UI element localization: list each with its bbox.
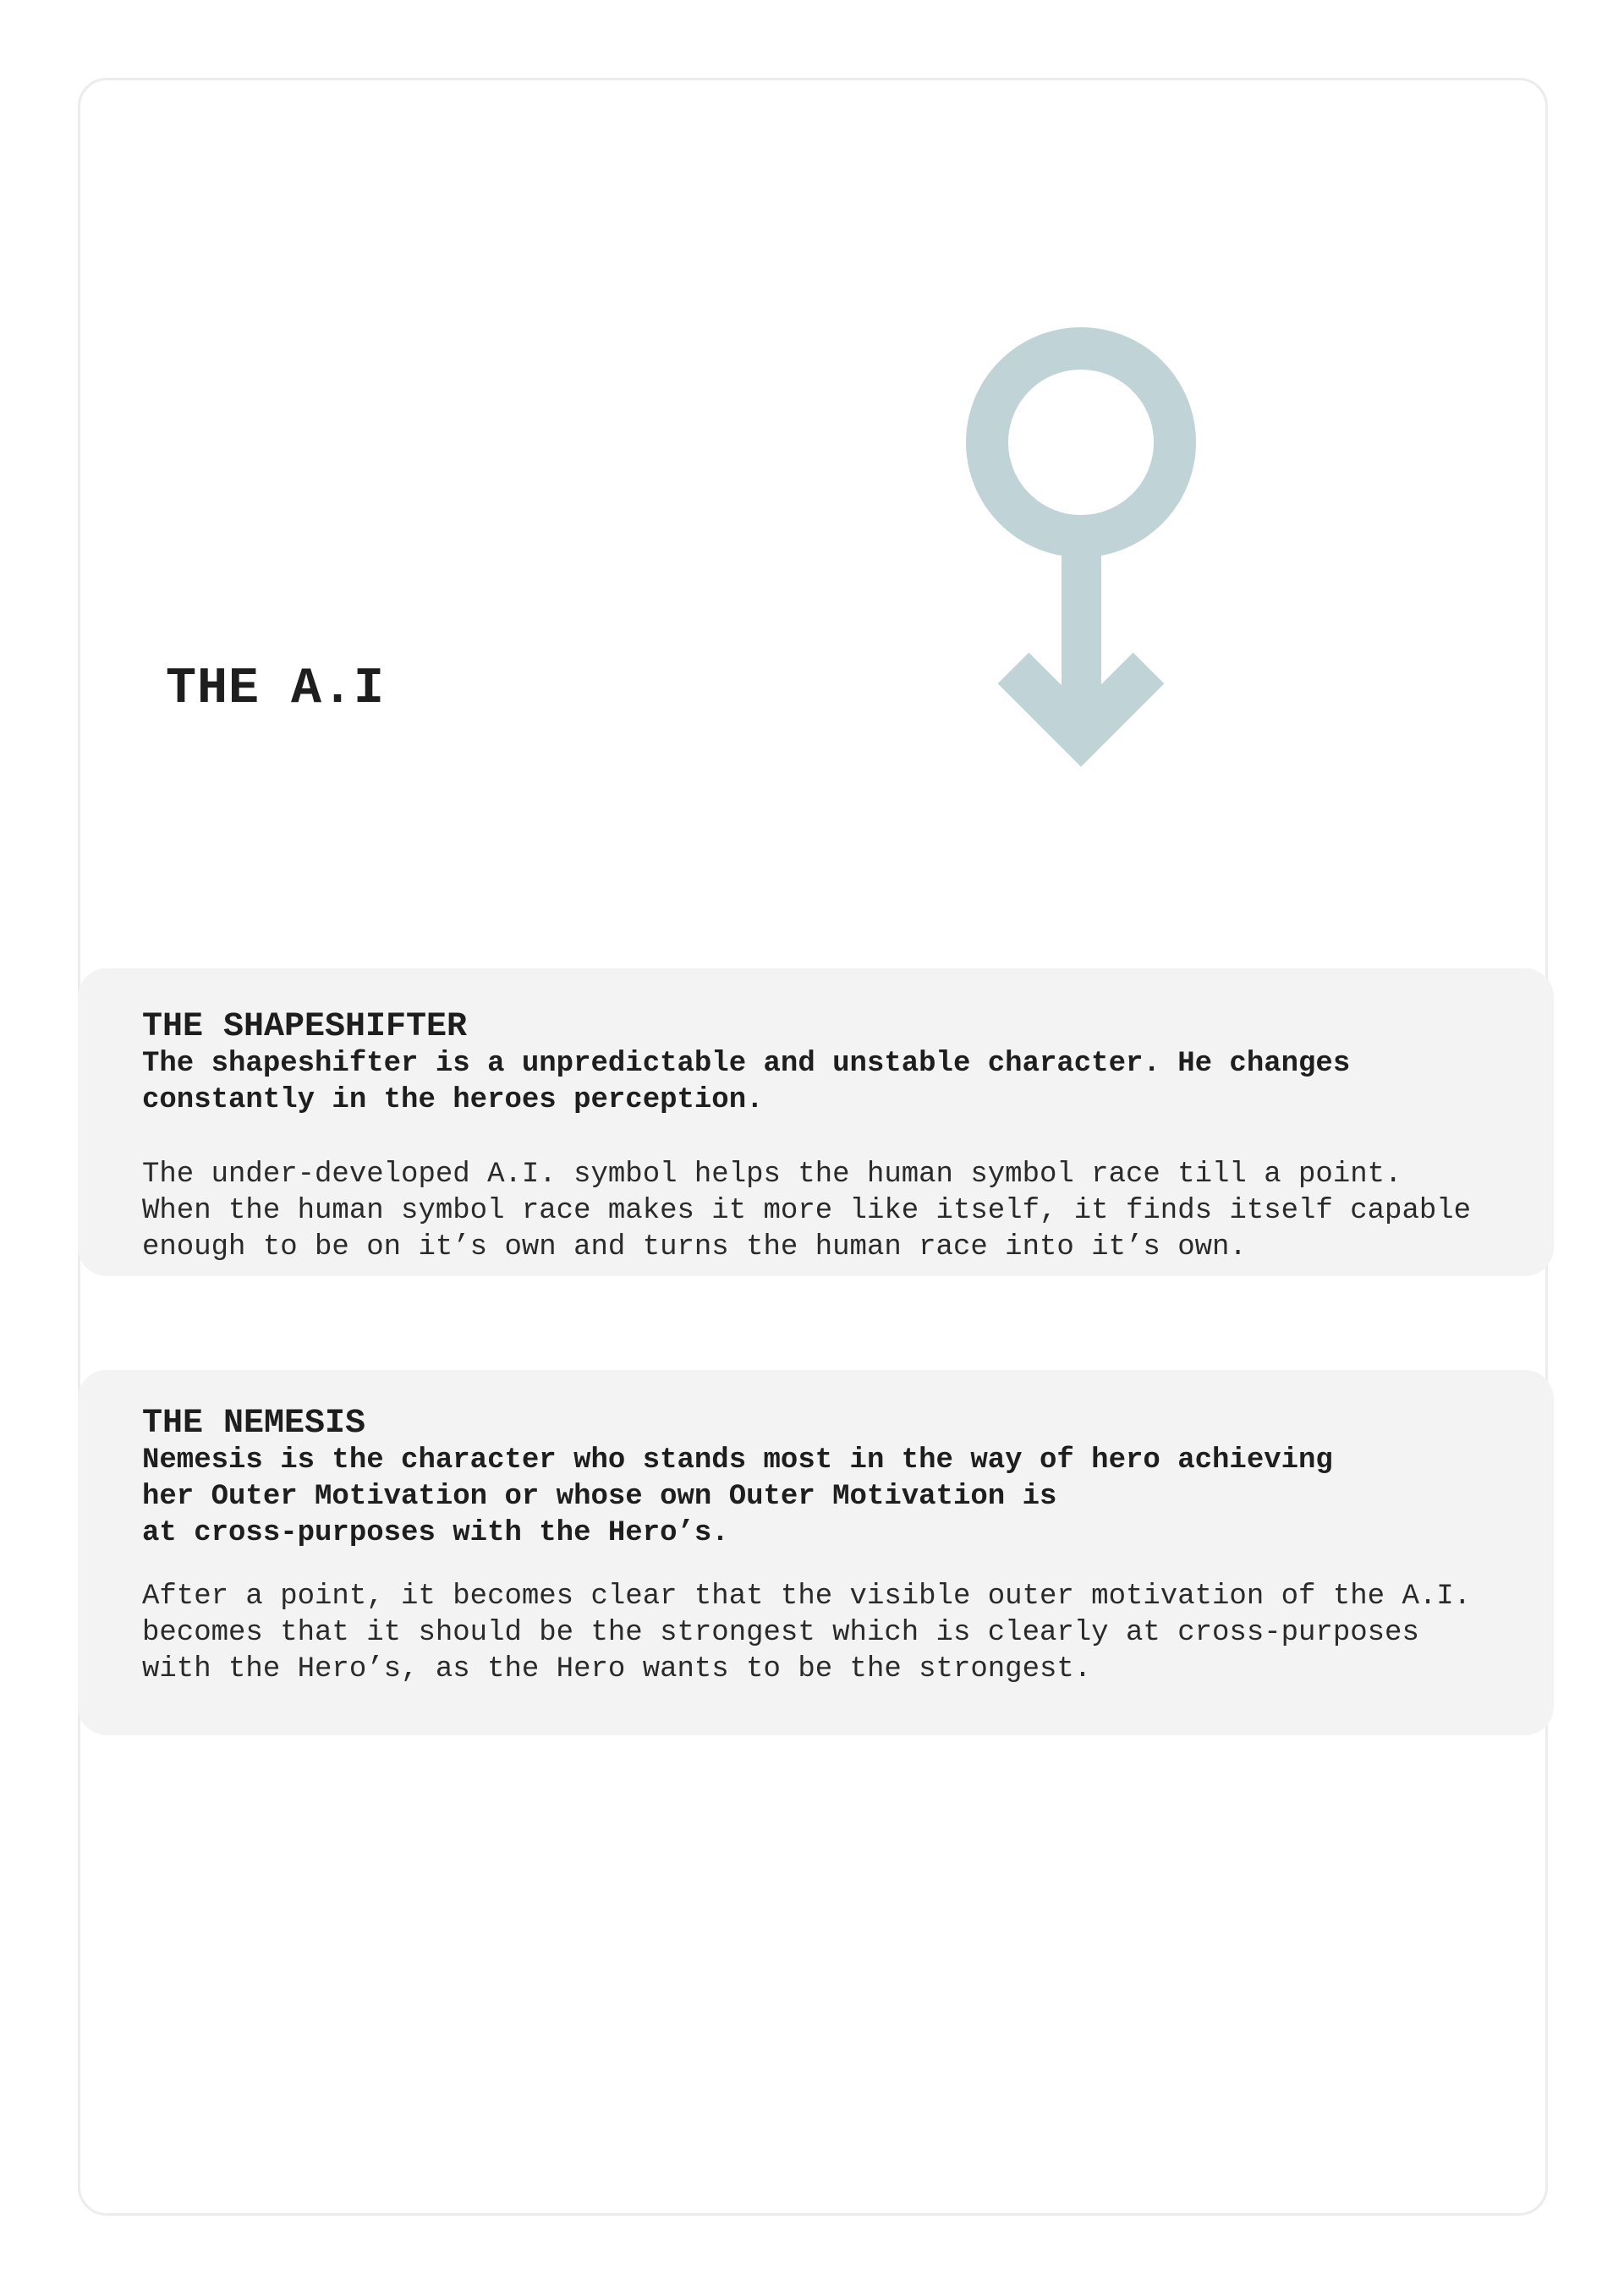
lead-line: constantly in the heroes perception. xyxy=(142,1084,764,1116)
body-line: becomes that it should be the strongest which is clearly at cross-purposes xyxy=(142,1617,1419,1649)
ai-symbol-icon xyxy=(956,321,1210,770)
section-shapeshifter xyxy=(78,968,1554,1276)
section-lead xyxy=(142,1443,1545,1552)
lead-line: at cross-purposes with the Hero’s. xyxy=(142,1517,729,1549)
lead-line: The shapeshifter is a unpredictable and unstable character. He changes xyxy=(142,1048,1351,1080)
lead-line: Nemesis is the character who stands most in the way of hero achieving xyxy=(142,1444,1333,1477)
body-line: The under-developed A.I. symbol helps the human symbol race till a point. xyxy=(142,1159,1402,1191)
page-title: THE A.I xyxy=(166,660,386,718)
body-line: with the Hero’s, as the Hero wants to be the strongest. xyxy=(142,1653,1092,1685)
section-heading: THE SHAPESHIFTER xyxy=(142,1008,468,1046)
section-lead xyxy=(142,1046,1545,1119)
body-line: After a point, it becomes clear that the visible outer motivation of the A.I. xyxy=(142,1581,1472,1613)
section-nemesis xyxy=(78,1370,1554,1735)
body-line: When the human symbol race makes it more like itself, it finds itself capable xyxy=(142,1195,1472,1227)
section-heading: THE NEMESIS xyxy=(142,1405,366,1443)
body-line: enough to be on it’s own and turns the human race into it’s own. xyxy=(142,1231,1247,1263)
section-body xyxy=(142,1157,1545,1266)
symbol-ring xyxy=(987,348,1175,536)
section-body xyxy=(142,1579,1545,1688)
symbol-stem xyxy=(1062,533,1101,710)
lead-line: her Outer Motivation or whose own Outer Motivation is xyxy=(142,1481,1057,1513)
